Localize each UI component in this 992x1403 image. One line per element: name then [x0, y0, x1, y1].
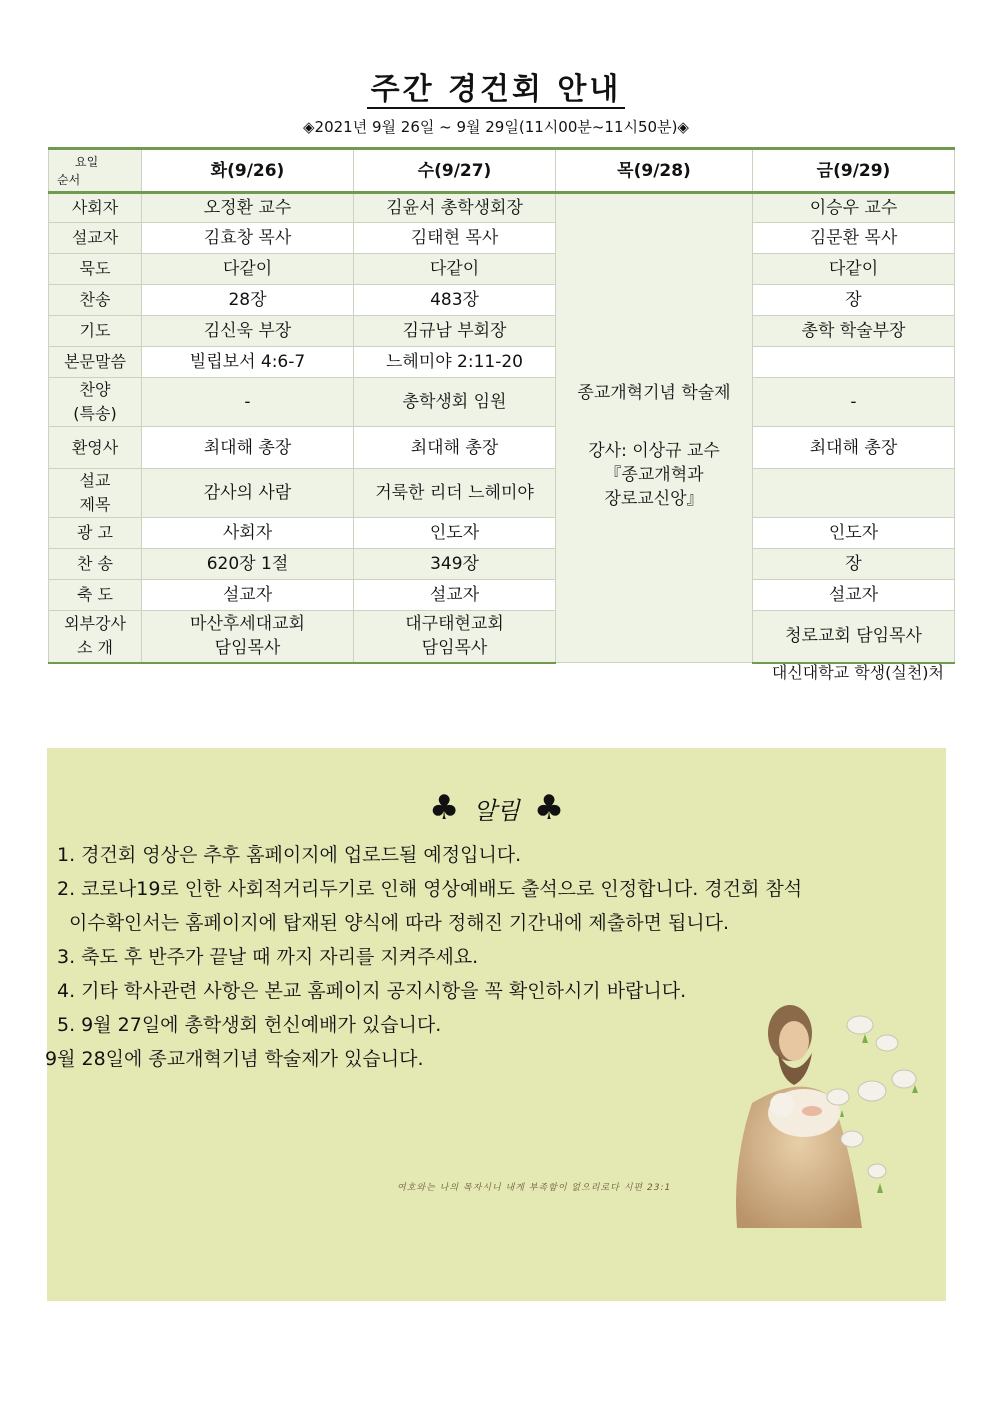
cell-text: 설교자: [429, 585, 480, 605]
cell-text: 찬양 (특송): [73, 380, 117, 423]
row-label: [49, 254, 142, 285]
cell-text: 감사의 사람: [203, 483, 292, 503]
table-row: [49, 193, 955, 223]
club-suit-icon: ♣: [428, 788, 460, 828]
cell-text: 인도자: [429, 523, 480, 543]
shepherd-illustration: [712, 993, 946, 1228]
row-label: [49, 285, 142, 316]
cell-wednesday: [354, 254, 556, 285]
cell-wednesday: [354, 347, 556, 378]
row-label: [49, 518, 142, 549]
cell-thursday-merged: [556, 193, 753, 663]
cell-text: 다같이: [828, 259, 879, 279]
cell-wednesday: [354, 611, 556, 663]
cell-friday: [753, 285, 955, 316]
cell-text: 349장: [430, 554, 479, 574]
cell-text: 김태현 목사: [410, 228, 499, 248]
cell-friday: [753, 611, 955, 663]
notice-item: 1. 경건회 영상은 추후 홈페이지에 업로드될 예정입니다.: [57, 844, 522, 866]
row-label: [49, 427, 142, 469]
thursday-speaker: 강사: 이상규 교수: [588, 441, 720, 461]
cell-text: 김규남 부회장: [402, 321, 507, 341]
thursday-topic: 『종교개혁과: [604, 465, 704, 485]
cell-wednesday: [354, 223, 556, 254]
cell-wednesday: [354, 378, 556, 427]
cell-tuesday: [142, 518, 354, 549]
cell-text: 찬송: [79, 290, 111, 309]
cell-text: -: [244, 392, 251, 412]
table-row: [49, 223, 955, 254]
notice-item: 5. 9월 27일에 총학생회 헌신예배가 있습니다.: [57, 1014, 442, 1036]
row-label: [49, 347, 142, 378]
cell-text: 외부강사 소 개: [64, 614, 126, 658]
cell-friday: [753, 193, 955, 223]
cell-text: 김신욱 부장: [203, 321, 292, 341]
notice-item: 3. 축도 후 반주가 끝날 때 까지 자리를 지켜주세요.: [57, 946, 479, 968]
table-row: [49, 347, 955, 378]
cell-text: 빌립보서 4:6-7: [189, 352, 306, 372]
cell-tuesday: [142, 316, 354, 347]
cell-tuesday: [142, 378, 354, 427]
table-row: [49, 580, 955, 611]
cell-friday: [753, 316, 955, 347]
cell-friday: [753, 549, 955, 580]
cell-text: 설교자: [828, 585, 879, 605]
table-row: [49, 378, 955, 427]
cell-text: 483장: [430, 290, 479, 310]
notice-item: 4. 기타 학사관련 사항은 본교 홈페이지 공지시항을 꼭 확인하시기 바랍니다.: [57, 980, 687, 1002]
cell-text: 총학 학술부장: [801, 321, 906, 341]
cell-friday: [753, 254, 955, 285]
cell-text: 설교자: [71, 228, 119, 247]
day-header-thu: 목(9/28): [556, 149, 753, 193]
cell-wednesday: [354, 316, 556, 347]
cell-wednesday: [354, 193, 556, 223]
schedule-body: [49, 193, 955, 663]
cell-text: 김윤서 총학생회장: [386, 198, 523, 218]
row-label: [49, 378, 142, 427]
cell-tuesday: [142, 254, 354, 285]
cell-text: 광 고: [77, 523, 113, 542]
issuer-credit: 대신대학교 학생(실천)처: [771, 663, 944, 682]
cell-text: 총학생회 임원: [402, 392, 507, 412]
cell-wednesday: [354, 518, 556, 549]
cell-wednesday: [354, 549, 556, 580]
page-title: 주간 경건회 안내: [0, 64, 992, 108]
thursday-topic: 장로교신앙』: [604, 489, 704, 509]
table-row: [49, 254, 955, 285]
cell-wednesday: [354, 427, 556, 469]
cell-text: 청로교회 담임목사: [785, 626, 922, 647]
cell-text: 28장: [228, 290, 267, 310]
cell-tuesday: [142, 611, 354, 663]
cell-friday: [753, 378, 955, 427]
row-label: [49, 549, 142, 580]
cell-text: 설교 제목: [79, 471, 111, 514]
table-row: [49, 285, 955, 316]
thursday-event: 종교개혁기념 학술제: [577, 383, 731, 403]
cell-text: 이승우 교수: [809, 198, 898, 218]
date-range-subtitle: ◈2021년 9월 26일 ~ 9월 29일(11시00분~11시50분)◈: [303, 118, 689, 136]
cell-text: 사회자: [71, 198, 119, 217]
row-label: [49, 316, 142, 347]
cell-friday: [753, 518, 955, 549]
cell-tuesday: [142, 469, 354, 518]
table-row: [49, 427, 955, 469]
cell-text: 최대해 총장: [410, 437, 499, 458]
cell-text: 김효창 목사: [203, 228, 292, 248]
cell-wednesday: [354, 285, 556, 316]
row-label: [49, 580, 142, 611]
table-row: [49, 518, 955, 549]
table-row: [49, 549, 955, 580]
cell-text: 다같이: [222, 259, 273, 279]
cell-tuesday: [142, 347, 354, 378]
notice-item: 2. 코로나19로 인한 사회적거리두기로 인해 영상예배도 출석으로 인정합니다. 경건회 참석: [57, 878, 803, 900]
cell-text: 김문환 목사: [809, 228, 898, 248]
cell-text: 620장 1절: [206, 554, 289, 574]
notice-heading: ♣ 알림 ♣: [428, 788, 565, 828]
cell-friday: [753, 223, 955, 254]
cell-tuesday: [142, 223, 354, 254]
cell-text: 환영사: [71, 437, 119, 457]
club-suit-icon: ♣: [533, 788, 565, 828]
cell-text: 축 도: [77, 585, 113, 604]
cell-friday: [753, 347, 955, 378]
cell-tuesday: [142, 427, 354, 469]
cell-text: -: [850, 392, 857, 412]
schedule-table: [48, 147, 955, 664]
table-row: [49, 611, 955, 663]
cell-text: 거룩한 리더 느헤미야: [375, 483, 534, 503]
cell-text: 찬 송: [77, 554, 113, 573]
cell-wednesday: [354, 580, 556, 611]
cell-text: 마산후세대교회 담임목사: [190, 614, 305, 659]
cell-text: 기도: [79, 321, 111, 340]
cell-text: 본문말씀: [64, 352, 126, 371]
table-corner-header: 요일 순서: [49, 149, 142, 193]
cell-text: 느헤미야 2:11-20: [385, 352, 524, 372]
notice-item: 이수확인서는 홈페이지에 탑재된 양식에 따라 정해진 기간내에 제출하면 됩니다.: [69, 912, 730, 934]
notice-item: 9월 28일에 종교개혁기념 학술제가 있습니다.: [45, 1048, 424, 1070]
cell-friday: [753, 427, 955, 469]
cell-tuesday: [142, 549, 354, 580]
cell-wednesday: [354, 469, 556, 518]
day-header-tue: 화(9/26): [142, 149, 354, 193]
day-header-fri: 금(9/29): [753, 149, 955, 193]
cell-text: 장: [845, 554, 862, 574]
cell-tuesday: [142, 285, 354, 316]
row-label: [49, 193, 142, 223]
row-label: [49, 611, 142, 663]
cell-text: 오정환 교수: [203, 198, 292, 218]
cell-text: 최대해 총장: [809, 437, 898, 458]
cell-text: 대구태현교회 담임목사: [405, 614, 504, 659]
cell-friday: [753, 580, 955, 611]
row-label: [49, 469, 142, 518]
day-header-wed: 수(9/27): [354, 149, 556, 193]
cell-tuesday: [142, 193, 354, 223]
cell-text: 최대해 총장: [203, 437, 292, 458]
cell-text: 묵도: [79, 259, 111, 278]
notice-panel: [47, 748, 946, 1301]
cell-text: 장: [845, 290, 862, 310]
row-label: [49, 223, 142, 254]
cell-text: 다같이: [429, 259, 480, 279]
cell-text: 설교자: [222, 585, 273, 605]
cell-friday: [753, 469, 955, 518]
cell-text: 인도자: [828, 523, 879, 543]
cell-text: 사회자: [222, 523, 273, 543]
table-row: [49, 316, 955, 347]
scripture-caption: 여호와는 나의 목자시니 내게 부족함이 없으리로다 시편 23:1: [397, 1183, 672, 1193]
cell-tuesday: [142, 580, 354, 611]
table-row: [49, 469, 955, 518]
